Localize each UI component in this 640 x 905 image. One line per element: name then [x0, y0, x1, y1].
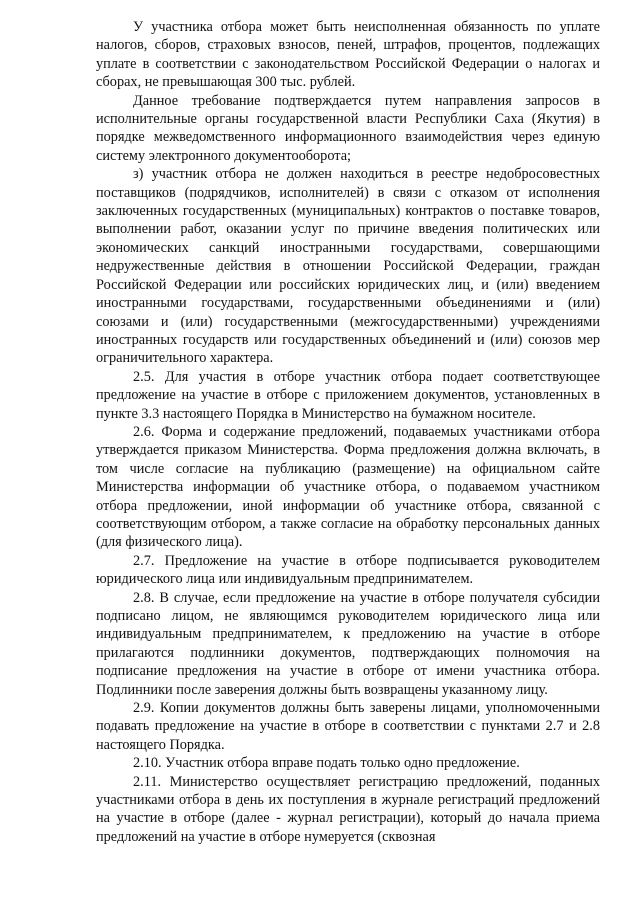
paragraph-2-5: 2.5. Для участия в отборе участник отбора подает соответствующее предложение на участие в отборе с приложением документов, установленных в пункте 3.3 настоящего Порядка в Министерство на бумажном носителе.: [96, 368, 600, 422]
paragraph-tax-arrears: У участника отбора может быть неисполненная обязанность по уплате налогов, сборов, страховых взносов, пеней, штрафов, процентов, подлежащих уплате в соответствии с законодательством Российской Федерации о налогах и сборах, не превышающая 300 тыс. рублей.: [96, 19, 600, 91]
paragraph-interagency-verification: Данное требование подтверждается путем направления запросов в исполнительные органы государственной власти Республики Саха (Якутия) в порядке межведомственного информационного взаимодействия через единую систему электронного документооборота;: [96, 92, 600, 164]
paragraph-2-8: 2.8. В случае, если предложение на участие в отборе получателя субсидии подписано лицом, не являющимся руководителем юридического лица или индивидуальным предпринимателем, к предложению на участие в отборе прилагаются подлинники документов, подтверждающих полномочия на подписание предложения на участие в отборе от имени участника отбора. Подлинники после заверения должны быть возвращены указанному лицу.: [96, 589, 600, 698]
paragraph-2-7: 2.7. Предложение на участие в отборе подписывается руководителем юридического лица или индивидуальным предпринимателем.: [96, 552, 600, 588]
paragraph-2-10: 2.10. Участник отбора вправе подать только одно предложение.: [133, 755, 520, 772]
paragraph-2-11: 2.11. Министерство осуществляет регистрацию предложений, поданных участниками отбора в день их поступления в журнале регистраций предложений на участие в отборе (далее - журнал регистрации), который до начала приема предложений на участие в отборе нумеруется (сквозная: [96, 773, 600, 845]
paragraph-2-9: 2.9. Копии документов должны быть заверены лицами, уполномоченными подавать предложение на участие в отборе в соответствии с пунктами 2.7 и 2.8 настоящего Порядка.: [96, 700, 600, 753]
paragraph-2-6: 2.6. Форма и содержание предложений, подаваемых участниками отбора утверждается приказом Министерства. Форма предложения должна включать, в том числе согласие на публикацию (размещение) на официальном сайте Министерства информации об участнике отбора, о подаваемом участником отбора предложении, иной информации об участнике отбора, связанной с соответствующим отбором, а также согласие на обработку персональных данных (для физического лица).: [96, 423, 600, 551]
document-body: [96, 18, 600, 846]
paragraph-supplier-registry: з) участник отбора не должен находиться в реестре недобросовестных поставщиков (подрядчиков, исполнителей) в связи с отказом от исполнения заключенных государственных (муниципальных) контрактов о поставке товаров, выполнении работ, оказании услуг по причине введения политических или экономических санкций иностранными государствами, совершающими недружественные действия в отношении Российской Федерации, граждан Российской Федерации или российских юридических лиц, и (или) введением иностранными государствами, государственными объединениями и (или) союзами и (или) государственными (межгосударственными) учреждениями иностранных государств или государственных объединений и (или) союзов мер ограничительного характера.: [96, 166, 600, 367]
